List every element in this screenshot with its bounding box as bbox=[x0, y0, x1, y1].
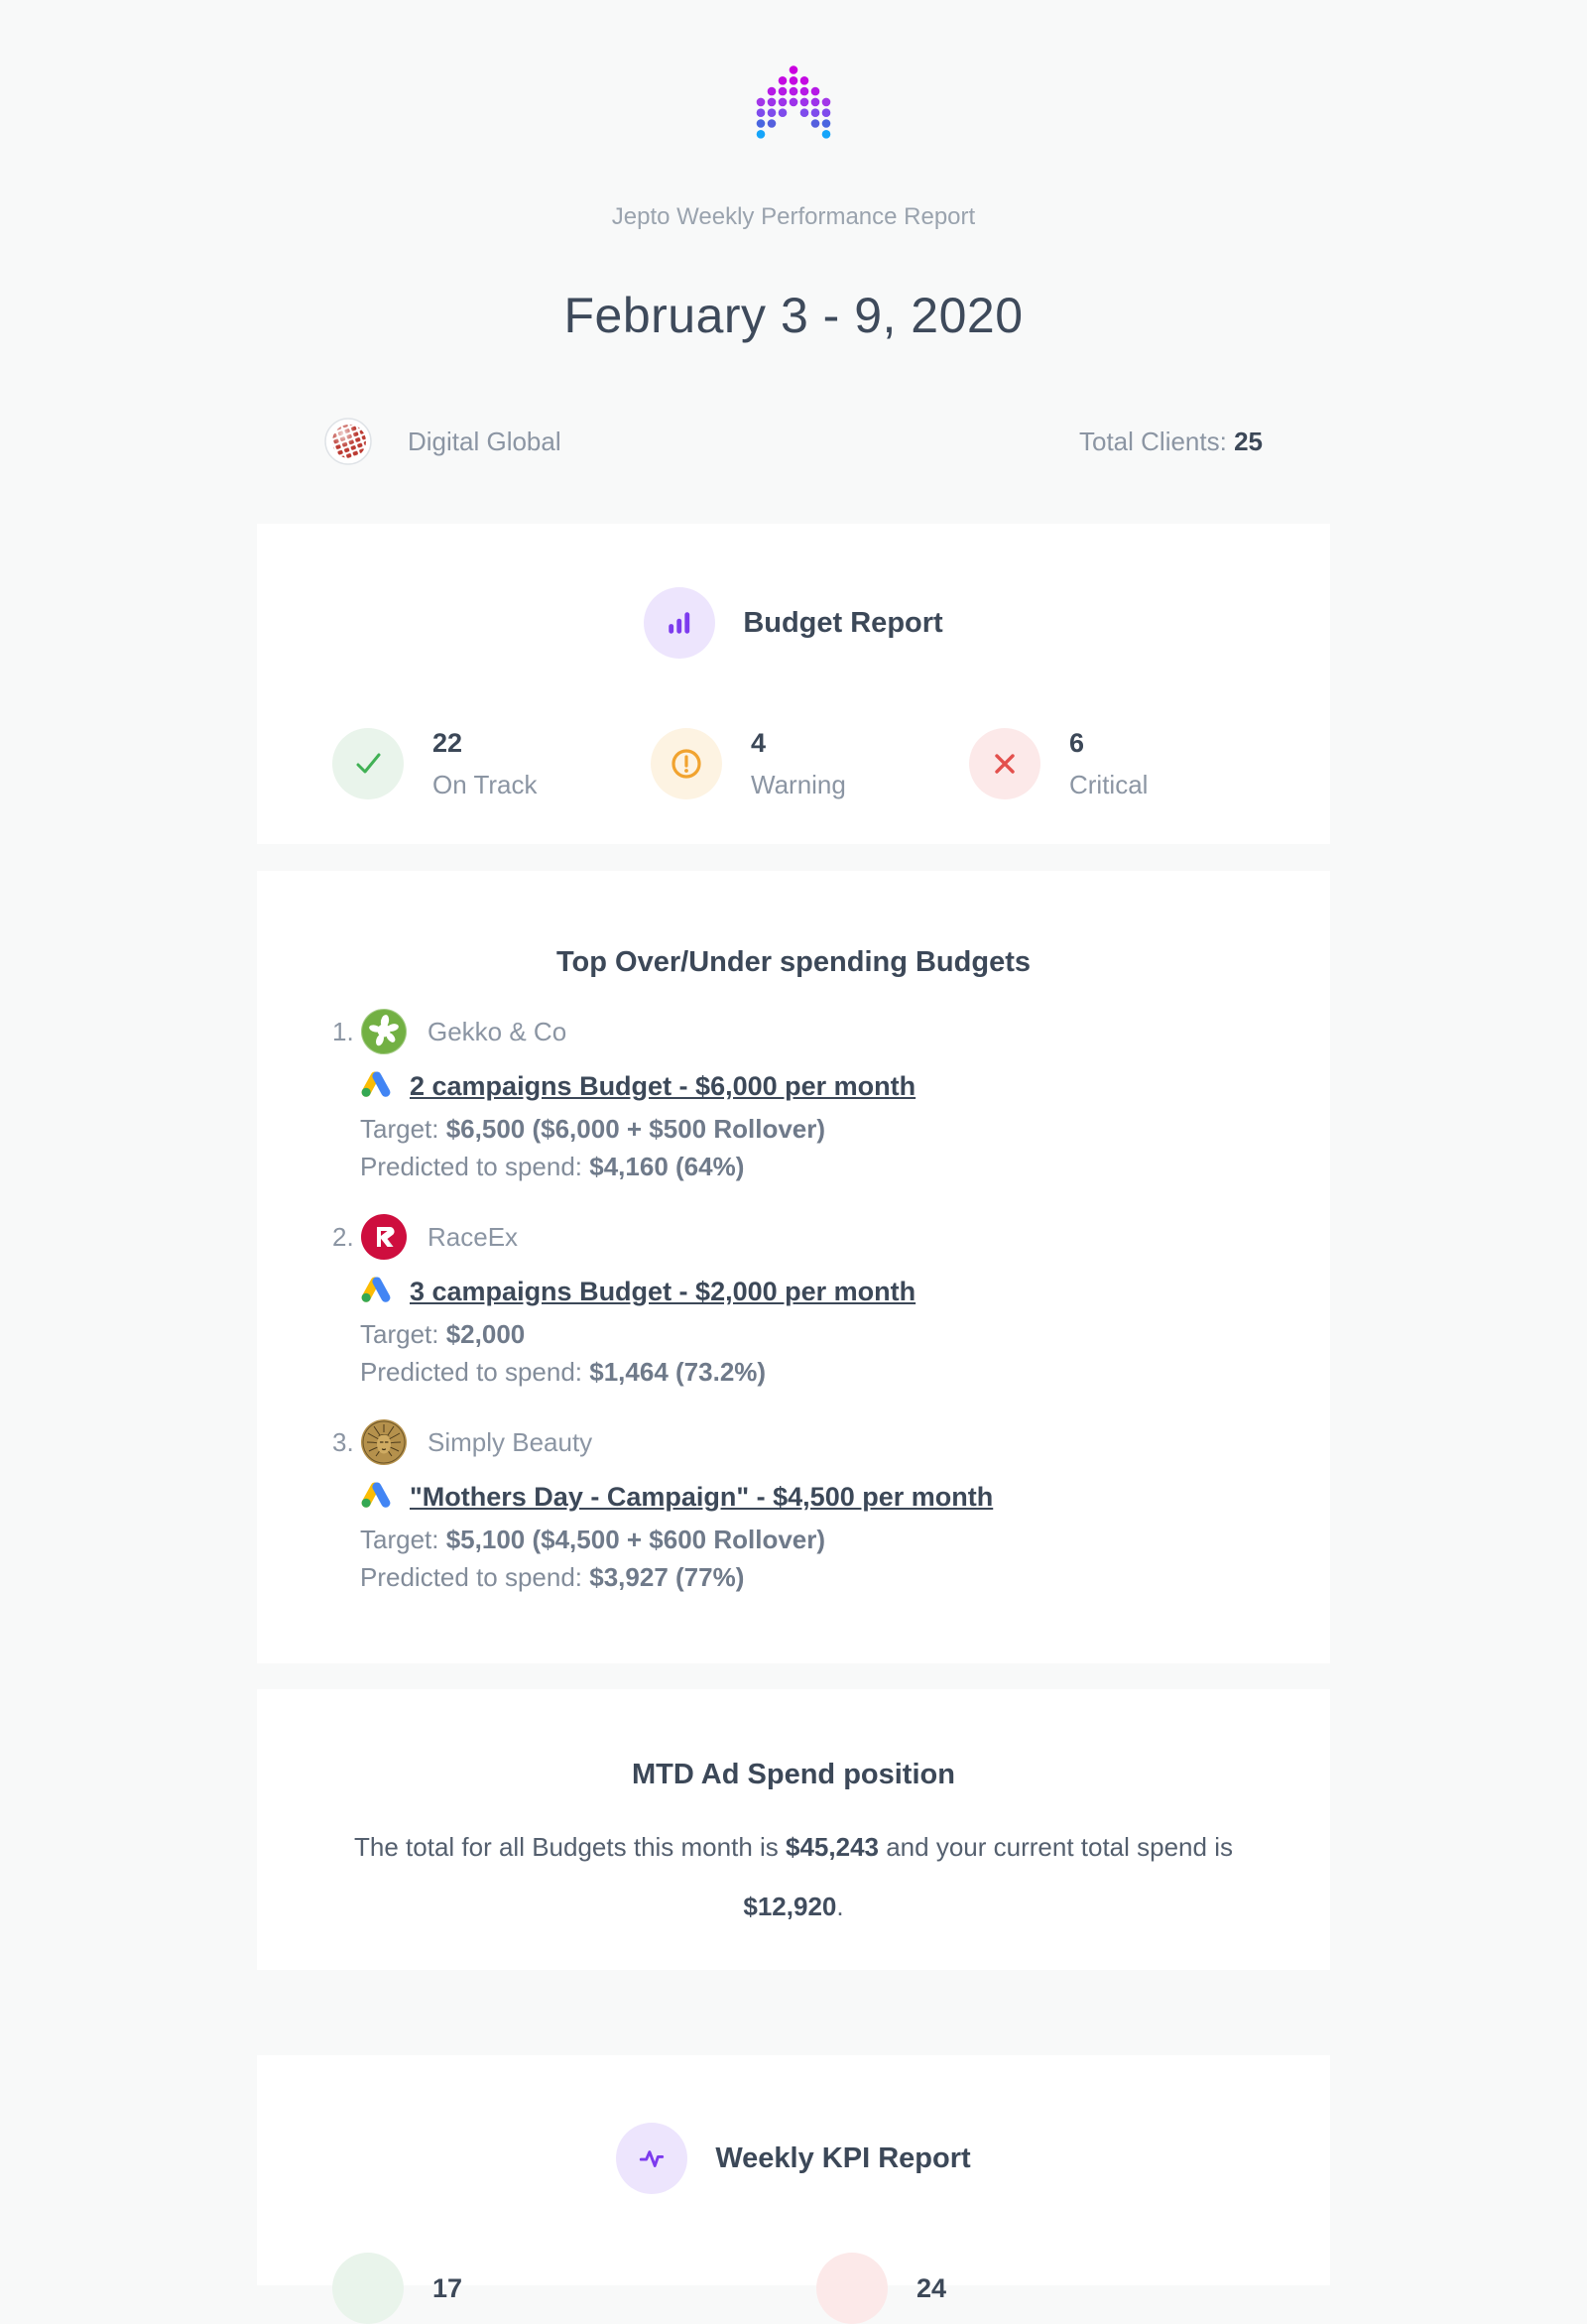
budget-link[interactable]: 2 campaigns Budget - $6,000 per month bbox=[410, 1071, 916, 1101]
red-circle-icon bbox=[816, 2253, 888, 2324]
top-budgets-card bbox=[257, 871, 1330, 1663]
predicted-label: Predicted to spend: bbox=[360, 1357, 590, 1387]
rank-label: 2. bbox=[332, 1221, 354, 1252]
budget-item-3 bbox=[332, 1418, 1330, 1590]
mtd-current-spend: $12,920 bbox=[743, 1892, 837, 1921]
on-track-value: 22 bbox=[432, 728, 463, 758]
on-track-label: On Track bbox=[432, 770, 538, 799]
bar-chart-icon bbox=[644, 587, 715, 659]
google-ads-icon bbox=[360, 1069, 392, 1104]
alert-circle-icon bbox=[651, 728, 722, 799]
rank-label: 1. bbox=[332, 1016, 354, 1046]
budget-client-name: Gekko & Co bbox=[427, 1016, 567, 1046]
report-subtitle: Jepto Weekly Performance Report bbox=[611, 203, 976, 230]
predicted-label: Predicted to spend: bbox=[360, 1152, 590, 1181]
budget-item-1 bbox=[332, 1008, 1330, 1179]
raceex-avatar bbox=[360, 1213, 408, 1261]
google-ads-icon bbox=[360, 1480, 392, 1515]
total-clients-label: Total Clients: bbox=[1079, 426, 1235, 456]
mtd-text-3: . bbox=[836, 1892, 844, 1921]
kpi-stat-1 bbox=[332, 2253, 816, 2324]
budget-client-name: Simply Beauty bbox=[427, 1426, 593, 1457]
critical-value: 6 bbox=[1069, 728, 1085, 758]
budget-stats-row bbox=[257, 728, 1330, 799]
kpi-stat-2-value: 24 bbox=[916, 2273, 947, 2303]
client-bar bbox=[257, 418, 1330, 465]
report-header bbox=[0, 0, 1587, 344]
report-date-range: February 3 - 9, 2020 bbox=[563, 288, 1024, 343]
green-circle-icon bbox=[332, 2253, 404, 2324]
digital-global-avatar bbox=[324, 418, 372, 465]
mtd-text-1: The total for all Budgets this month is bbox=[354, 1832, 787, 1862]
budget-link[interactable]: 3 campaigns Budget - $2,000 per month bbox=[410, 1277, 916, 1306]
total-clients bbox=[1079, 427, 1263, 457]
budget-report-card bbox=[257, 524, 1330, 844]
critical-label: Critical bbox=[1069, 770, 1149, 799]
kpi-stat-2 bbox=[816, 2253, 1300, 2324]
predicted-label: Predicted to spend: bbox=[360, 1562, 590, 1592]
predicted-value: $3,927 (77%) bbox=[589, 1562, 745, 1592]
total-clients-value: 25 bbox=[1234, 426, 1263, 456]
mtd-card bbox=[257, 1689, 1330, 1970]
mtd-title: MTD Ad Spend position bbox=[632, 1759, 955, 1790]
simply-beauty-avatar bbox=[360, 1418, 408, 1466]
budget-item-2 bbox=[332, 1213, 1330, 1385]
stat-on-track bbox=[332, 728, 651, 799]
target-label: Target: bbox=[360, 1525, 446, 1554]
budget-client-name: RaceEx bbox=[427, 1221, 519, 1252]
predicted-value: $1,464 (73.2%) bbox=[589, 1357, 767, 1387]
stat-critical bbox=[969, 728, 1287, 799]
target-value: $2,000 bbox=[445, 1319, 526, 1349]
kpi-report-card bbox=[257, 2055, 1330, 2303]
kpi-stat-1-value: 17 bbox=[432, 2273, 463, 2303]
check-icon bbox=[332, 728, 404, 799]
predicted-value: $4,160 (64%) bbox=[589, 1152, 745, 1181]
mtd-text-2: and your current total spend is bbox=[879, 1832, 1233, 1862]
budget-link[interactable]: "Mothers Day - Campaign" - $4,500 per month bbox=[410, 1482, 994, 1512]
top-budgets-title: Top Over/Under spending Budgets bbox=[556, 946, 1031, 978]
jepto-logo-icon bbox=[755, 63, 832, 146]
kpi-stats-row bbox=[257, 2253, 1330, 2324]
mtd-body bbox=[347, 1817, 1240, 1936]
kpi-report-title: Weekly KPI Report bbox=[715, 2141, 971, 2174]
mtd-total-budget: $45,243 bbox=[786, 1832, 879, 1862]
budget-report-title: Budget Report bbox=[743, 606, 943, 639]
x-icon bbox=[969, 728, 1040, 799]
client-name: Digital Global bbox=[408, 426, 561, 456]
target-value: $6,500 ($6,000 + $500 Rollover) bbox=[445, 1114, 826, 1144]
warning-label: Warning bbox=[751, 770, 846, 799]
target-label: Target: bbox=[360, 1114, 446, 1144]
warning-value: 4 bbox=[751, 728, 767, 758]
stat-warning bbox=[651, 728, 969, 799]
target-value: $5,100 ($4,500 + $600 Rollover) bbox=[445, 1525, 826, 1554]
pulse-icon bbox=[616, 2123, 687, 2194]
google-ads-icon bbox=[360, 1275, 392, 1309]
gekko-avatar bbox=[360, 1008, 408, 1055]
rank-label: 3. bbox=[332, 1426, 354, 1457]
target-label: Target: bbox=[360, 1319, 446, 1349]
